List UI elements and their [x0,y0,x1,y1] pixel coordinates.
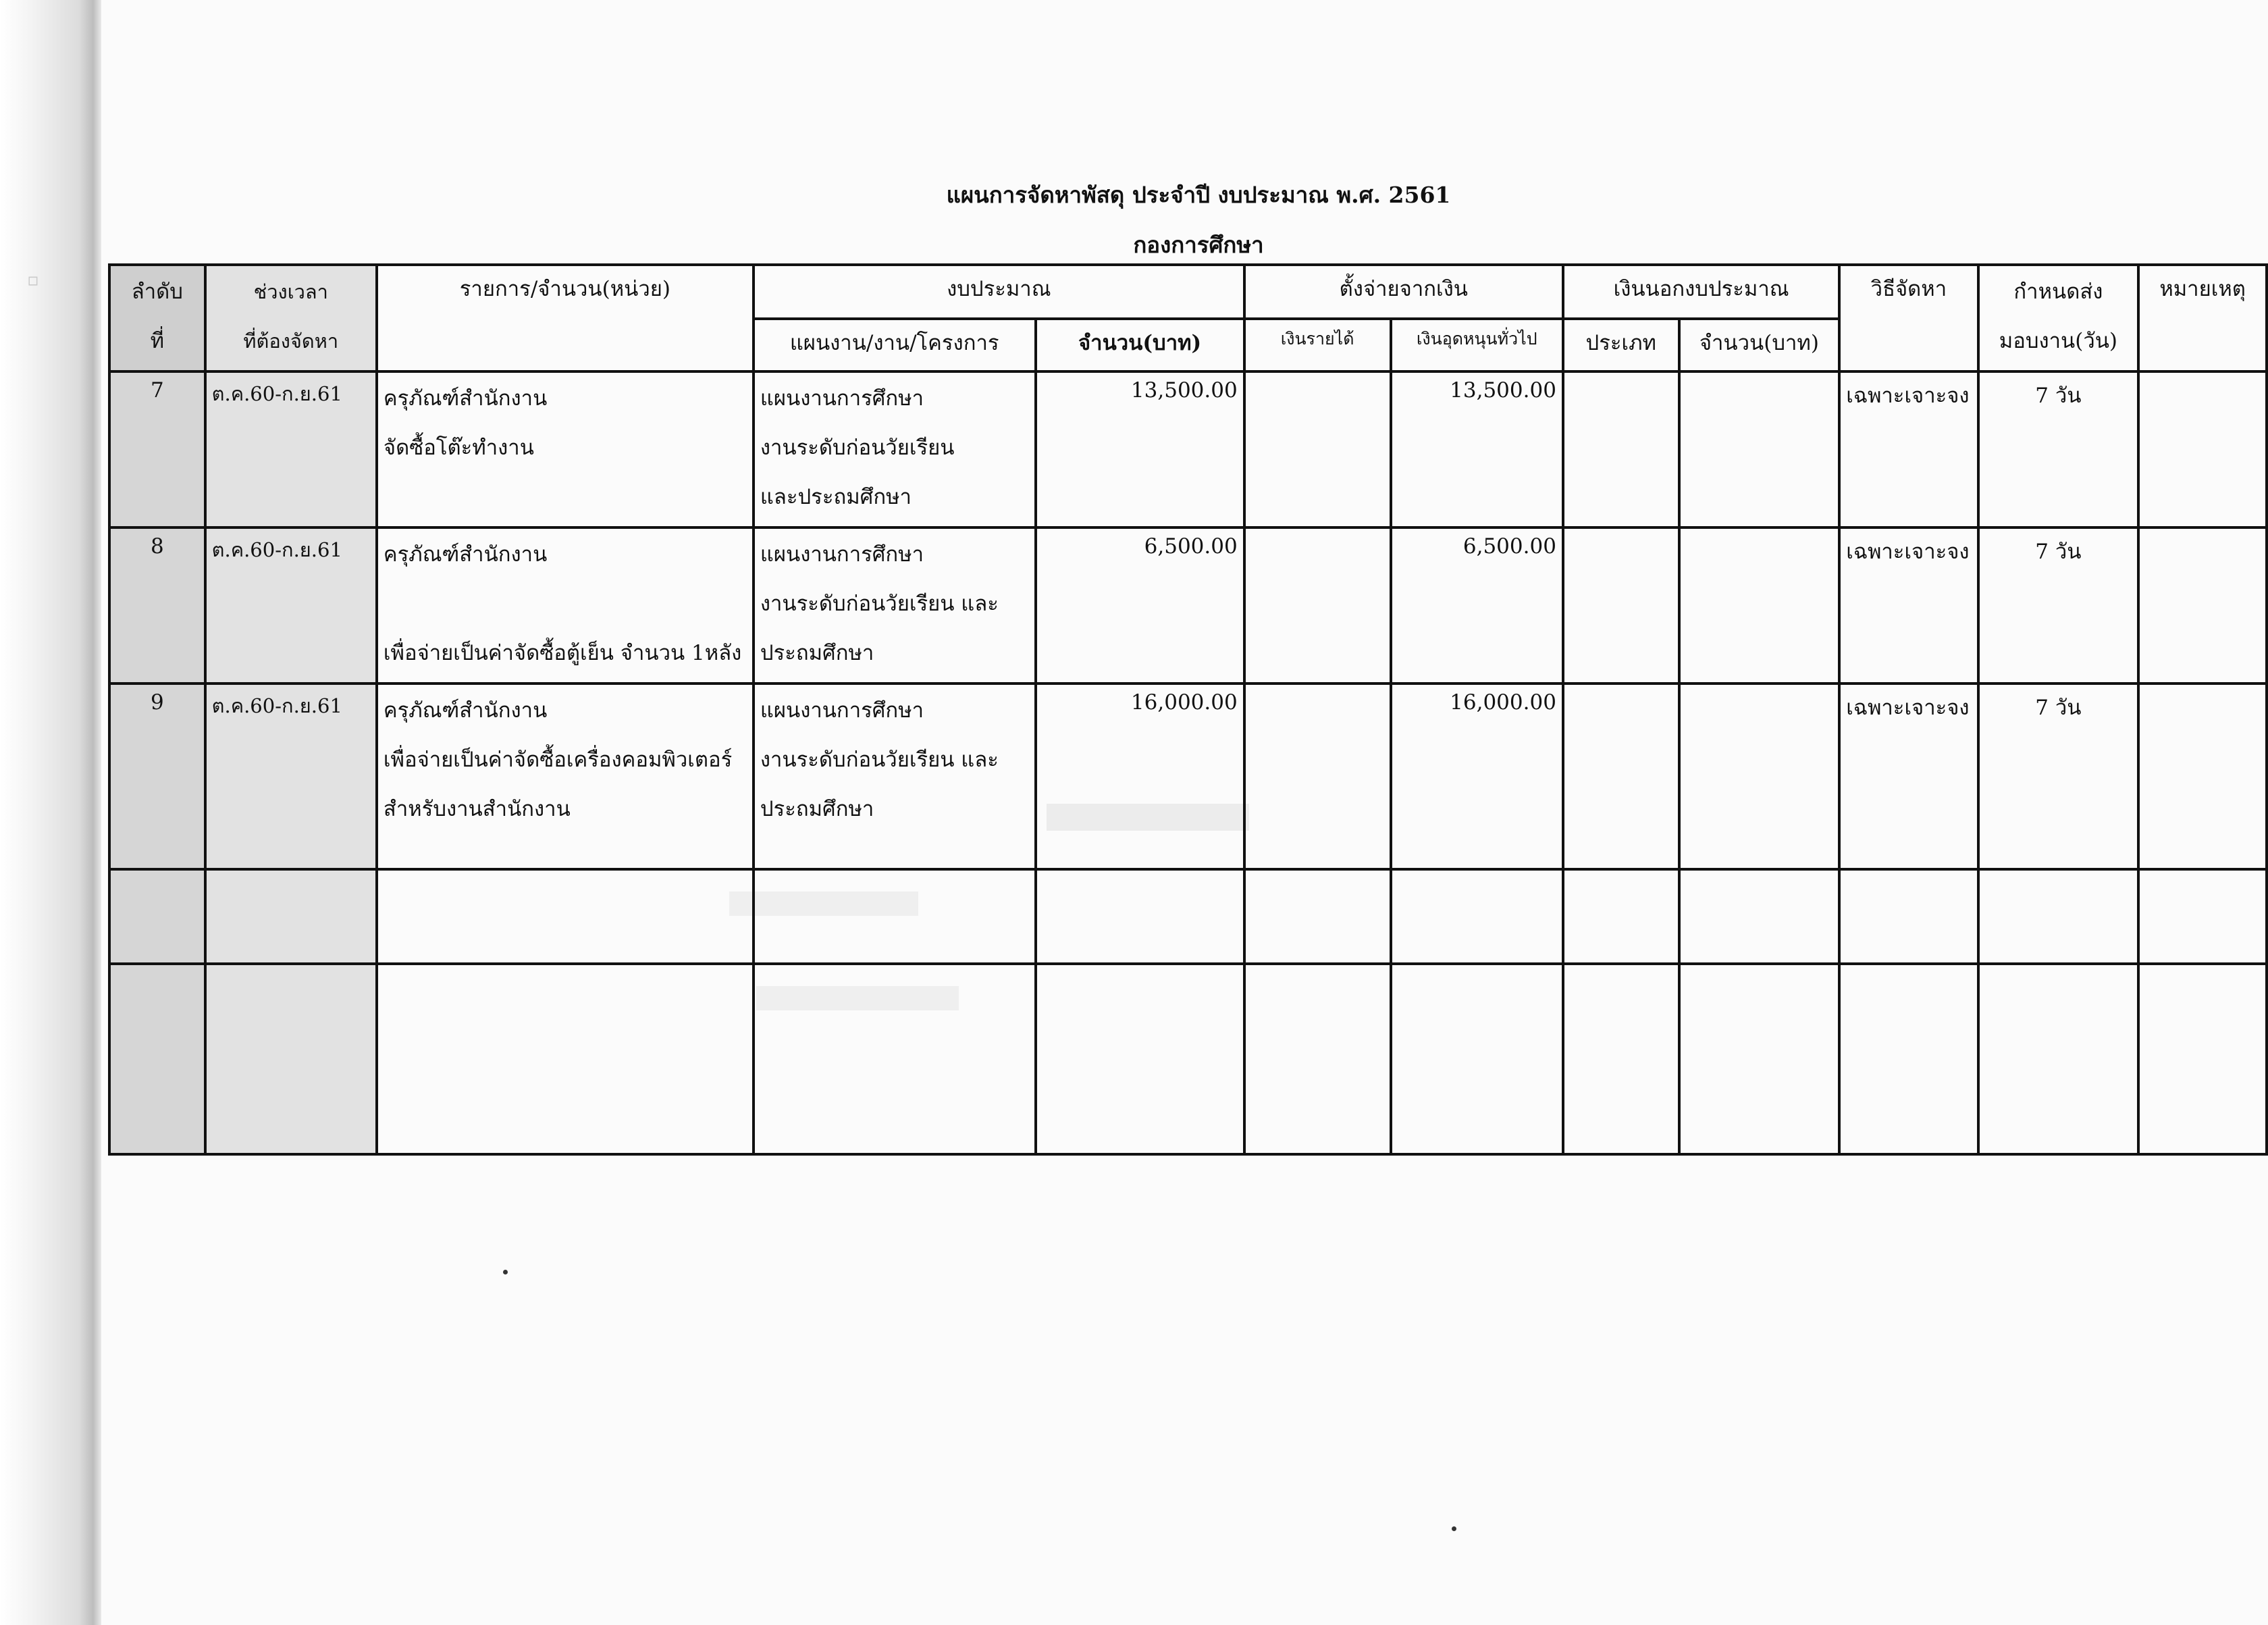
header-period [205,265,377,371]
row-remarks [2138,371,2267,527]
row-item-line [384,584,747,633]
empty-cell [754,964,1036,1154]
row-method: เฉพาะเจาะจง [1839,683,1978,869]
row-item-line: เพื่อจ่ายเป็นค่าจัดซื้อเครื่องคอมพิวเตอร์ [383,748,733,772]
row-plan [754,371,1036,527]
row-off-type [1563,527,1679,683]
header-order-line: ที่ [150,329,165,353]
header-order-line: ลำดับ [131,280,183,304]
empty-cell [2138,869,2267,964]
row-general-subsidy: 16,000.00 [1391,683,1563,869]
row-plan-line: งานระดับก่อนวัยเรียน และ [760,748,999,772]
header-general-subsidy: เงินอุดหนุนทั่วไป [1391,319,1563,371]
row-number: 7 [109,371,205,527]
table-row [109,683,2267,869]
empty-cell [754,869,1036,964]
header-period-line: ที่ต้องจัดหา [243,330,339,353]
row-off-amount [1679,371,1840,527]
row-plan-line: แผนงานการศึกษา [760,698,924,723]
header-row-1 [109,265,2267,319]
row-off-amount [1679,527,1840,683]
empty-cell [1978,869,2139,964]
row-delivery: 7 วัน [1978,527,2139,683]
table-row [109,527,2267,683]
row-plan-line: งานระดับก่อนวัยเรียน [760,436,955,460]
empty-cell [1978,964,2139,1154]
empty-cell [205,869,377,964]
binding-shadow [0,0,101,1625]
document-title: แผนการจัดหาพัสดุ ประจำปี งบประมาณ พ.ศ. 2561 [946,182,1451,208]
row-revenue [1244,527,1391,683]
header-funding-source: ตั้งจ่ายจากเงิน [1244,265,1563,319]
empty-table-row [109,964,2267,1154]
row-delivery: 7 วัน [1978,683,2139,869]
row-remarks [2138,683,2267,869]
row-plan-line: ประถมศึกษา [760,641,874,665]
header-off-budget-amount: จำนวน(บาท) [1679,319,1840,371]
row-plan [754,527,1036,683]
row-item-line: จัดซื้อโต๊ะทำงาน [383,436,534,460]
empty-cell [1244,964,1391,1154]
empty-cell [1563,964,1679,1154]
empty-cell [1839,869,1978,964]
header-off-budget-type: ประเภท [1563,319,1679,371]
row-item [377,683,754,869]
empty-cell [1391,964,1563,1154]
row-method: เฉพาะเจาะจง [1839,527,1978,683]
header-method: วิธีจัดหา [1839,265,1978,371]
row-off-amount [1679,683,1840,869]
row-plan-line: งานระดับก่อนวัยเรียน และ [760,592,999,616]
header-order [109,265,205,371]
header-revenue: เงินรายได้ [1244,319,1391,371]
row-plan [754,683,1036,869]
document-subtitle: กองการศึกษา [1133,232,1264,258]
header-budget-amount: จำนวน(บาท) [1036,319,1244,371]
empty-cell [1244,869,1391,964]
row-item [377,371,754,527]
header-item: รายการ/จำนวน(หน่วย) [377,265,754,371]
header-remarks: หมายเหตุ [2138,265,2267,371]
header-delivery-line: มอบงาน(วัน) [1999,329,2118,353]
row-general-subsidy: 13,500.00 [1391,371,1563,527]
header-off-budget: เงินนอกงบประมาณ [1563,265,1839,319]
row-amount: 16,000.00 [1036,683,1244,869]
bleed-through-mark: ▫ [27,270,39,290]
empty-cell [1679,869,1840,964]
header-delivery [1978,265,2139,371]
row-amount: 13,500.00 [1036,371,1244,527]
row-method: เฉพาะเจาะจง [1839,371,1978,527]
empty-cell [1563,869,1679,964]
empty-cell [1679,964,1840,1154]
row-number: 8 [109,527,205,683]
empty-cell [1036,964,1244,1154]
empty-table-row [109,869,2267,964]
row-delivery: 7 วัน [1978,371,2139,527]
row-remarks [2138,527,2267,683]
empty-cell [1391,869,1563,964]
row-revenue [1244,683,1391,869]
row-item-line: เพื่อจ่ายเป็นค่าจัดซื้อตู้เย็น จำนวน 1หลัง [383,641,742,665]
row-general-subsidy: 6,500.00 [1391,527,1563,683]
empty-cell [1036,869,1244,964]
header-budget: งบประมาณ [754,265,1244,319]
procurement-plan-table [108,263,2268,1156]
row-number: 9 [109,683,205,869]
empty-cell [377,869,754,964]
empty-cell [377,964,754,1154]
row-item-line: ครุภัณฑ์สำนักงาน [383,386,548,411]
row-item-line: สำหรับงานสำนักงาน [383,797,571,821]
row-period: ต.ค.60-ก.ย.61 [205,527,377,683]
row-period: ต.ค.60-ก.ย.61 [205,371,377,527]
row-item [377,527,754,683]
row-plan-line: แผนงานการศึกษา [760,386,924,411]
empty-cell [205,964,377,1154]
empty-cell [2138,964,2267,1154]
row-plan-line: และประถมศึกษา [760,485,912,509]
header-period-line: ช่วงเวลา [253,280,328,303]
table-row [109,371,2267,527]
empty-cell [109,869,205,964]
row-off-type [1563,371,1679,527]
row-plan-line: แผนงานการศึกษา [760,542,924,567]
row-period: ต.ค.60-ก.ย.61 [205,683,377,869]
scan-speck [503,1270,508,1274]
row-item-line: ครุภัณฑ์สำนักงาน [383,542,548,567]
row-plan-line: ประถมศึกษา [760,797,874,821]
empty-cell [1839,964,1978,1154]
empty-cell [109,964,205,1154]
row-revenue [1244,371,1391,527]
scan-speck [1452,1526,1456,1531]
row-amount: 6,500.00 [1036,527,1244,683]
row-item-line: ครุภัณฑ์สำนักงาน [383,698,548,723]
row-off-type [1563,683,1679,869]
header-budget-plan: แผนงาน/งาน/โครงการ [754,319,1036,371]
header-delivery-line: กำหนดส่ง [2013,280,2103,304]
